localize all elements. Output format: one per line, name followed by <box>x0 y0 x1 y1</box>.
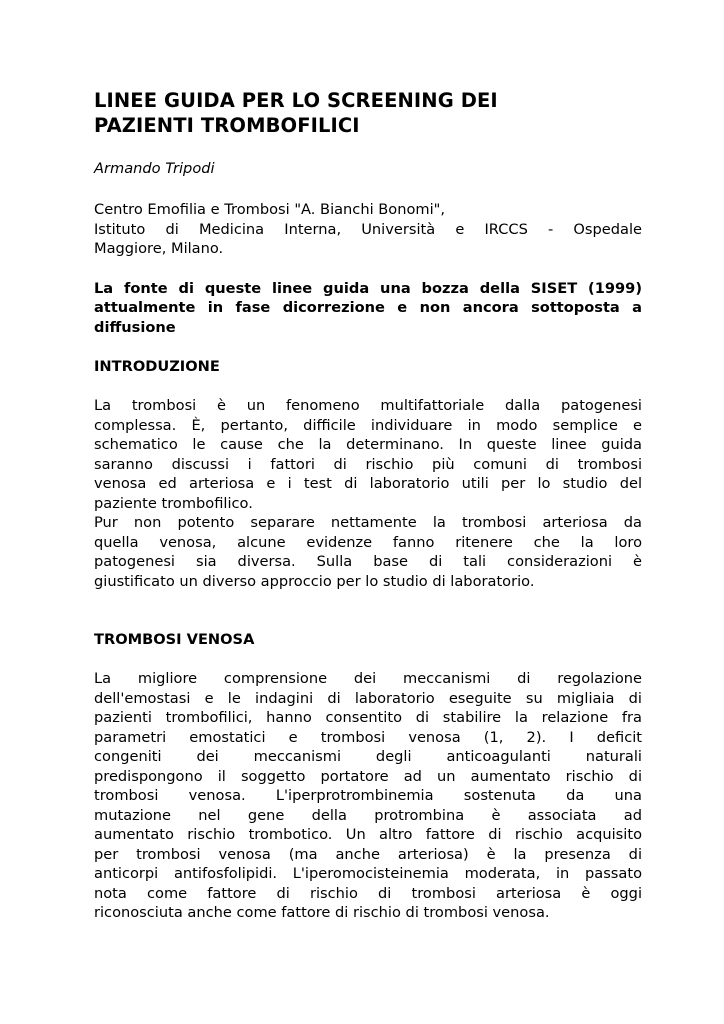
intro-line: saranno discussi i fattori di rischio più comuni di trombosi <box>94 455 642 473</box>
source-line: La fonte di queste linee guida una bozza della SISET (1999) <box>94 279 642 297</box>
venous-line: dell'emostasi e le indagini di laboratorio eseguite su migliaia di <box>94 689 642 707</box>
intro-line: paziente trombofilico. <box>94 494 253 512</box>
venous-line: nota come fattore di rischio di trombosi arteriosa è oggi <box>94 884 642 902</box>
document-page <box>94 88 642 923</box>
intro-line: venosa ed arteriosa e i test di laboratorio utili per lo studio del <box>94 475 642 492</box>
source-line: attualmente in fase dicorrezione e non ancora sottoposta a <box>94 299 642 316</box>
intro-line: patogenesi sia diversa. Sulla base di tali considerazioni è <box>94 553 642 570</box>
venous-line: anticorpi antifosfolipidi. L'iperomocisteinemia moderata, in passato <box>94 865 642 882</box>
document-title <box>94 88 642 138</box>
intro-line: schematico le cause che la determinano. In queste linee guida <box>94 436 642 453</box>
title-line: PAZIENTI TROMBOFILICI <box>94 114 360 137</box>
intro-line: quella venosa, alcune evidenze fanno ritenere che la loro <box>94 533 642 551</box>
venous-line: mutazione nel gene della protrombina è associata ad <box>94 806 642 824</box>
venous-line: pazienti trombofilici, hanno consentito di stabilire la relazione fra <box>94 709 642 726</box>
venous-paragraph <box>94 669 642 923</box>
venous-line: predispongono il soggetto portatore ad un aumentato rischio di <box>94 767 642 785</box>
author-name: Armando Tripodi <box>94 160 215 177</box>
venous-line: parametri emostatici e trombosi venosa (1, 2). I deficit <box>94 728 642 746</box>
venous-line: congeniti dei meccanismi degli anticoagulanti naturali <box>94 748 642 765</box>
intro-line: Pur non potento separare nettamente la trombosi arteriosa da <box>94 514 642 531</box>
venous-line: La migliore comprensione dei meccanismi di regolazione <box>94 670 642 687</box>
intro-line: complessa. È, pertanto, difficile individuare in modo semplice e <box>94 416 642 434</box>
affiliation-line: Maggiore, Milano. <box>94 240 224 257</box>
venous-line: aumentato rischio trombotico. Un altro fattore di rischio acquisito <box>94 826 642 843</box>
intro-line: giustificato un diverso approccio per lo studio di laboratorio. <box>94 572 535 590</box>
introduction-paragraph <box>94 396 642 591</box>
source-note <box>94 279 642 338</box>
venous-line: riconosciuta anche come fattore di rischio di trombosi venosa. <box>94 904 550 921</box>
affiliation-line: Istituto di Medicina Interna, Università e IRCCS - Ospedale <box>94 220 642 238</box>
title-line: LINEE GUIDA PER LO SCREENING DEI <box>94 89 498 112</box>
affiliation-line: Centro Emofilia e Trombosi "A. Bianchi Bonomi", <box>94 201 446 218</box>
venous-line: per trombosi venosa (ma anche arteriosa) è la presenza di <box>94 845 642 863</box>
section-heading-introduction: INTRODUZIONE <box>94 358 220 375</box>
source-line: diffusione <box>94 318 176 336</box>
section-heading-venous-thrombosis: TROMBOSI VENOSA <box>94 631 255 648</box>
venous-line: trombosi venosa. L'iperprotrombinemia sostenuta da una <box>94 787 642 804</box>
intro-line: La trombosi è un fenomeno multifattoriale dalla patogenesi <box>94 397 642 414</box>
section-spacer <box>94 591 642 630</box>
affiliation <box>94 200 642 259</box>
